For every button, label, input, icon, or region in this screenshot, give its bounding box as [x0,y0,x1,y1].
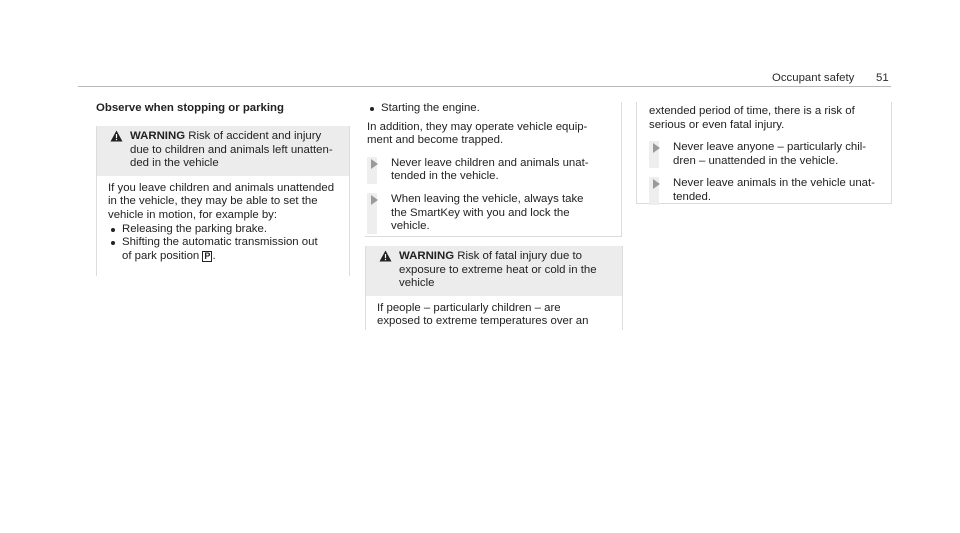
body-text: in the vehicle, they may be able to set the [108,195,318,208]
instruction-step [367,157,621,184]
list-item-text: Shifting the automatic transmission out [122,236,318,249]
step-text: vehicle. [391,220,430,233]
step-text: When leaving the vehicle, always take [391,192,584,205]
header-rule [78,86,891,87]
list-item-text: Starting the engine. [381,102,480,114]
warning-text: Risk of fatal injury due to [457,250,582,262]
bullet-list [108,223,341,264]
step-text: dren – unattended in the vehicle. [673,154,839,167]
warning-text: due to children and animals left unatten- [130,143,333,156]
body-text: extended period of time, there is a risk of [649,105,855,117]
warning-header [366,246,622,296]
list-item-text: Releasing the parking brake. [122,222,268,235]
body-text: vehicle in motion, for example by: [108,208,278,221]
body-text: ment and become trapped. [367,134,504,147]
instruction-step [649,177,883,204]
step-text: Never leave animals in the vehicle unat- [673,177,875,190]
warning-text: vehicle [399,277,435,290]
warning-text: exposure to extreme heat or cold in the [399,263,597,276]
list-item [108,223,341,237]
step-arrow-icon [371,195,378,205]
section-heading: Observe when stopping or parking [96,102,284,114]
park-position-symbol: P [204,250,211,261]
warning-text: Risk of accident and injury [188,130,322,142]
warning-body [366,296,622,335]
warning-label: WARNING [399,250,455,262]
step-arrow-icon [371,159,378,169]
step-text: the SmartKey with you and lock the [391,206,570,219]
list-item-text: . [212,249,216,262]
step-arrow-icon [653,143,660,153]
list-item [367,102,621,116]
warning-box-accident [96,126,350,276]
warning-text: ded in the vehicle [130,157,219,170]
page-number: 51 [876,72,889,84]
step-text: Never leave anyone – particularly chil- [673,141,867,154]
body-text: exposed to extreme temperatures over an [377,315,589,328]
body-text: In addition, they may operate vehicle equip- [367,120,588,133]
section-title: Occupant safety [772,72,855,84]
body-text: serious or even fatal injury. [649,118,785,131]
warning-header [97,126,349,176]
warning-body [97,176,349,270]
body-text: If people – particularly children – are [377,301,561,314]
list-item-text: of park position [122,249,203,262]
step-text: tended in the vehicle. [391,170,499,183]
warning-box-temperature [365,246,623,330]
step-text: tended. [673,190,712,203]
warning-triangle-icon [110,130,123,142]
step-arrow-icon [653,179,660,189]
instruction-step [649,141,883,168]
bullet-list [367,102,621,116]
instruction-step [367,193,621,234]
continuation-box [636,102,892,204]
body-text: If you leave children and animals unattended [108,181,335,194]
step-text: Never leave children and animals unat- [391,156,589,169]
warning-label: WARNING [130,130,186,142]
list-item [108,236,341,263]
warning-triangle-icon [379,250,392,262]
continuation-box [365,102,622,237]
